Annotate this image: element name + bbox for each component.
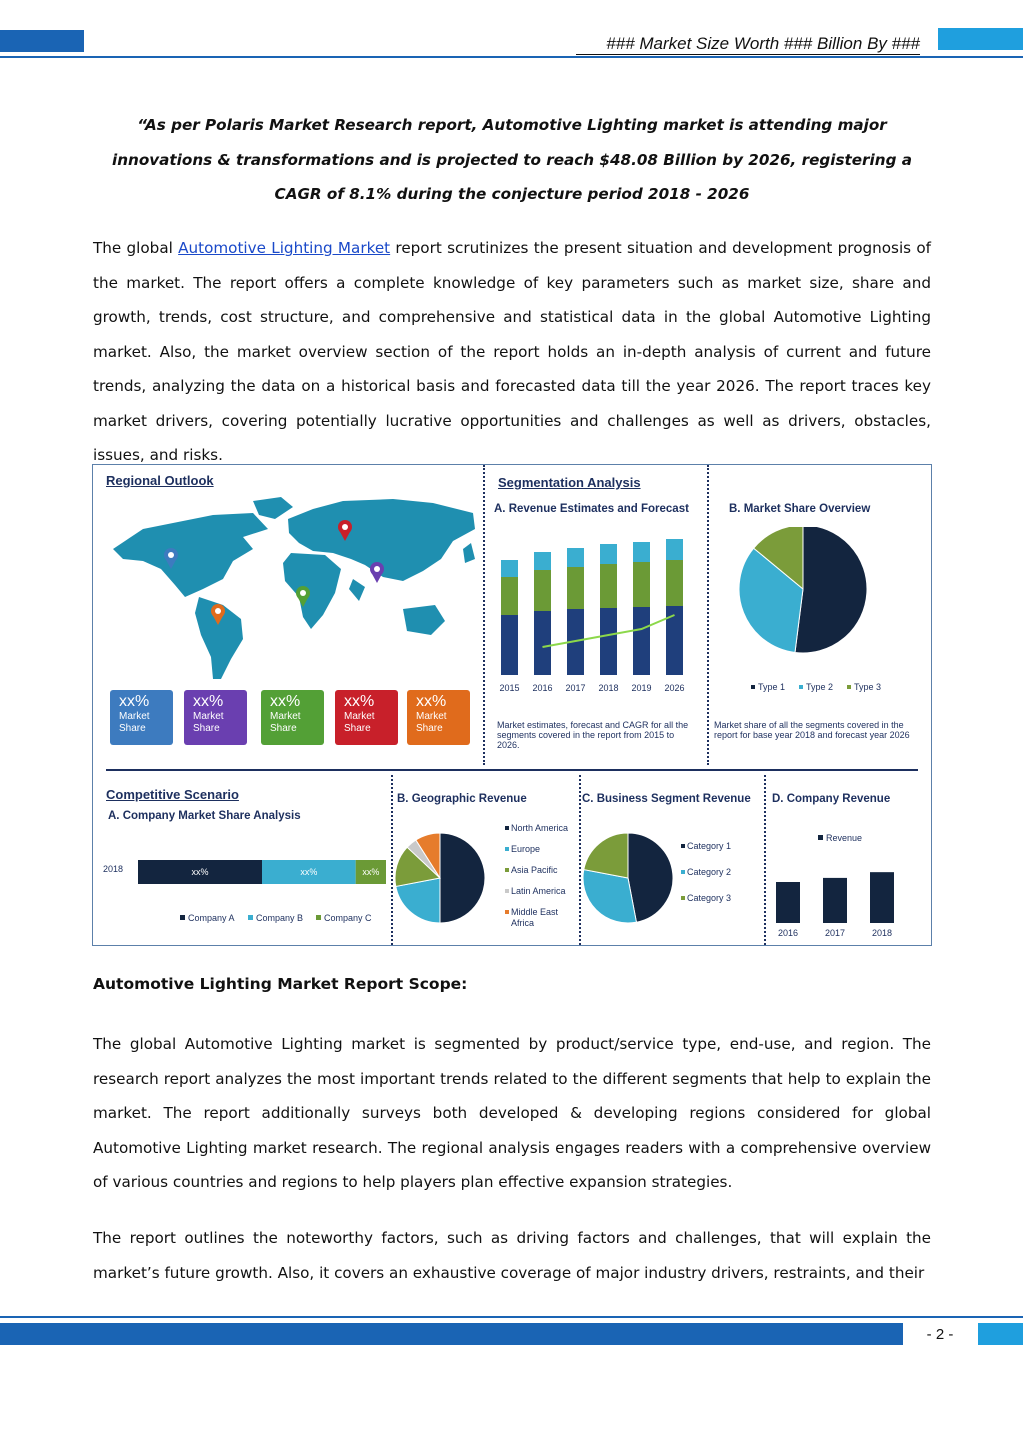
revenue-bar-segment bbox=[501, 577, 518, 615]
business-slice bbox=[628, 833, 673, 922]
intro-prefix: The global bbox=[93, 239, 179, 257]
divider-segment bbox=[707, 465, 709, 765]
company-rev-tick-label: 2018 bbox=[871, 928, 893, 938]
header-accent-left bbox=[0, 30, 84, 52]
company-share-chart bbox=[98, 850, 388, 930]
revenue-tick-label: 2015 bbox=[499, 683, 520, 693]
revenue-chart bbox=[493, 525, 703, 705]
share-legend-label: Type 1 bbox=[758, 682, 786, 692]
company-rev-legend-swatch bbox=[818, 835, 823, 840]
revenue-bar-segment bbox=[666, 539, 683, 560]
geo-slice bbox=[440, 833, 485, 923]
revenue-bar-segment bbox=[600, 544, 617, 564]
infographic-panel bbox=[92, 464, 932, 946]
business-legend-swatch bbox=[681, 844, 685, 848]
divider-business bbox=[764, 775, 766, 945]
revenue-bar-segment bbox=[633, 607, 650, 675]
header-rule bbox=[0, 56, 1023, 58]
revenue-tick-label: 2019 bbox=[631, 683, 652, 693]
revenue-bar-segment bbox=[534, 611, 551, 675]
company-legend-swatch bbox=[316, 915, 321, 920]
section-divider bbox=[106, 769, 918, 771]
share-box-1-pct: xx% bbox=[119, 693, 150, 710]
geo-chart bbox=[395, 815, 580, 940]
company-rev-tick-label: 2017 bbox=[824, 928, 846, 938]
business-legend-swatch bbox=[681, 870, 685, 874]
geo-legend-swatch bbox=[505, 847, 509, 851]
share-box-4 bbox=[335, 690, 398, 745]
geo-legend-label-cont: Africa bbox=[511, 918, 535, 928]
share-box-5-pct: xx% bbox=[416, 693, 447, 710]
geo-legend-swatch bbox=[505, 826, 509, 830]
scope-paragraph-2: The report outlines the noteworthy factors, such as driving factors and challenges, that will explain the market’s future growth. Also, it covers an exhaustive coverage of major industry drivers, restraints, and their bbox=[93, 1229, 931, 1282]
share-overview-chart bbox=[721, 527, 931, 707]
company-revenue-chart bbox=[768, 815, 928, 940]
share-box-4-label2: Share bbox=[344, 723, 371, 734]
share-legend-label: Type 2 bbox=[806, 682, 834, 692]
regional-outlook-title: Regional Outlook bbox=[106, 473, 214, 488]
share-box-3-pct: xx% bbox=[270, 693, 301, 710]
revenue-bar-segment bbox=[633, 562, 650, 607]
business-legend-swatch bbox=[681, 896, 685, 900]
business-legend-label: Category 3 bbox=[687, 893, 732, 903]
share-box-1 bbox=[110, 690, 173, 745]
share-overview-note: Market share of all the segments covered in the report for base year 2018 and forecast year 2026 bbox=[714, 720, 910, 740]
revenue-title: A. Revenue Estimates and Forecast bbox=[494, 503, 689, 515]
revenue-tick-label: 2017 bbox=[565, 683, 586, 693]
share-box-3 bbox=[261, 690, 324, 745]
share-box-4-pct: xx% bbox=[344, 693, 375, 710]
geo-legend-label: Europe bbox=[511, 844, 541, 854]
geo-legend-label: Asia Pacific bbox=[511, 865, 558, 875]
business-title: C. Business Segment Revenue bbox=[582, 793, 751, 805]
company-share-category: 2018 bbox=[103, 864, 124, 874]
intro-paragraph bbox=[93, 231, 931, 473]
geo-legend-swatch bbox=[505, 910, 509, 914]
page-number: - 2 - bbox=[926, 1326, 954, 1343]
revenue-bar-segment bbox=[501, 560, 518, 577]
share-box-5-label: Market bbox=[416, 711, 447, 722]
company-legend-label: Company B bbox=[256, 913, 304, 923]
share-box-2-label: Market bbox=[193, 711, 224, 722]
company-rev-legend-label: Revenue bbox=[826, 833, 863, 843]
share-legend-swatch bbox=[847, 685, 851, 689]
revenue-bar-segment bbox=[600, 608, 617, 675]
revenue-note: Market estimates, forecast and CAGR for all the segments covered in the report from 2015 to 2026. bbox=[497, 720, 689, 750]
divider-geo bbox=[579, 775, 581, 945]
footer-accent-right bbox=[978, 1323, 1023, 1345]
page-header-title: ### Market Size Worth ### Billion By ### bbox=[606, 34, 920, 53]
business-legend-label: Category 2 bbox=[687, 867, 732, 877]
business-chart bbox=[583, 815, 763, 940]
company-share-bar-label: xx% bbox=[300, 867, 318, 877]
intro-body: report scrutinizes the present situation and development prognosis of the market. The report offers a complete knowledge of key parameters such as market size, share and growth, trends, cost structure, and comprehensive and statistical data in the global Automotive Lighting market. Also, the market overview section of the report holds an in-depth analysis of current and future trends, analyzing the data on a historical basis and forecasted data till the year 2026. The report traces key market drivers, covering potentially lucrative opportunities and challenges as well as drivers, obstacles, issues, and risks. bbox=[93, 239, 932, 464]
business-legend-label: Category 1 bbox=[687, 841, 732, 851]
share-box-5 bbox=[407, 690, 470, 745]
share-box-3-label: Market bbox=[270, 711, 301, 722]
scope-heading: Automotive Lighting Market Report Scope: bbox=[93, 975, 468, 993]
revenue-bar-segment bbox=[534, 552, 551, 570]
revenue-tick-label: 2018 bbox=[598, 683, 619, 693]
divider-competitive bbox=[391, 775, 393, 945]
business-slice bbox=[584, 833, 628, 878]
revenue-tick-label: 2016 bbox=[532, 683, 553, 693]
share-overview-title: B. Market Share Overview bbox=[729, 503, 871, 515]
geo-title: B. Geographic Revenue bbox=[397, 793, 527, 805]
company-legend-swatch bbox=[180, 915, 185, 920]
share-box-1-label2: Share bbox=[119, 723, 146, 734]
revenue-bar-segment bbox=[567, 567, 584, 609]
revenue-bar-segment bbox=[567, 548, 584, 567]
competitive-title: Competitive Scenario bbox=[106, 787, 239, 802]
share-box-1-label: Market bbox=[119, 711, 150, 722]
company-rev-tick-label: 2016 bbox=[777, 928, 799, 938]
share-legend-swatch bbox=[799, 685, 803, 689]
share-box-4-label: Market bbox=[344, 711, 375, 722]
geo-legend-label: Latin America bbox=[511, 886, 566, 896]
company-rev-bar bbox=[870, 872, 894, 923]
footer-accent-left bbox=[0, 1323, 903, 1345]
company-share-title: A. Company Market Share Analysis bbox=[108, 810, 301, 822]
revenue-bar-segment bbox=[501, 615, 518, 675]
geo-legend-swatch bbox=[505, 889, 509, 893]
header-title-underline bbox=[576, 54, 920, 55]
share-box-5-label2: Share bbox=[416, 723, 443, 734]
revenue-bar-segment bbox=[666, 560, 683, 606]
company-rev-bar bbox=[823, 878, 847, 923]
market-report-link[interactable]: Automotive Lighting Market bbox=[178, 239, 391, 257]
share-box-3-label2: Share bbox=[270, 723, 297, 734]
share-overview-slice bbox=[795, 527, 867, 653]
share-box-2-pct: xx% bbox=[193, 693, 224, 710]
company-legend-swatch bbox=[248, 915, 253, 920]
revenue-bar-segment bbox=[600, 564, 617, 608]
company-rev-title: D. Company Revenue bbox=[772, 793, 891, 805]
geo-legend-swatch bbox=[505, 868, 509, 872]
share-box-2-label2: Share bbox=[193, 723, 220, 734]
revenue-bar-segment bbox=[534, 570, 551, 611]
divider-regional bbox=[483, 465, 485, 765]
segmentation-title: Segmentation Analysis bbox=[498, 475, 641, 490]
scope-paragraph-1: The global Automotive Lighting market is segmented by product/service type, end-use, and region. The research report analyzes the most important trends related to the different segments that help to explain the market. The report additionally surveys both developed & developing regions considered for global Automotive Lighting market research. The regional analysis engages readers with a comprehensive overview of various countries and regions to help players plan effective expansion strategies. bbox=[93, 1035, 931, 1191]
geo-legend-label: North America bbox=[511, 823, 569, 833]
share-legend-swatch bbox=[751, 685, 755, 689]
header-accent-right bbox=[938, 28, 1023, 50]
company-legend-label: Company C bbox=[324, 913, 372, 923]
company-share-bar-label: xx% bbox=[362, 867, 380, 877]
company-legend-label: Company A bbox=[188, 913, 235, 923]
company-rev-bar bbox=[776, 882, 800, 923]
share-box-2 bbox=[184, 690, 247, 745]
revenue-bar-segment bbox=[666, 606, 683, 675]
share-legend-label: Type 3 bbox=[854, 682, 882, 692]
revenue-bar-segment bbox=[633, 542, 650, 562]
footer-rule bbox=[0, 1316, 1023, 1318]
map-pins bbox=[153, 515, 453, 655]
geo-legend-label: Middle East bbox=[511, 907, 559, 917]
company-share-bar-label: xx% bbox=[191, 867, 209, 877]
revenue-tick-label: 2026 bbox=[664, 683, 685, 693]
highlight-quote: “As per Polaris Market Research report, Automotive Lighting market is attending major innovations & transformations and is projected to reach $48.08 Billion by 2026, registering a CAGR of 8.1% during the conjecture period 2018 - 2026 bbox=[112, 116, 912, 203]
